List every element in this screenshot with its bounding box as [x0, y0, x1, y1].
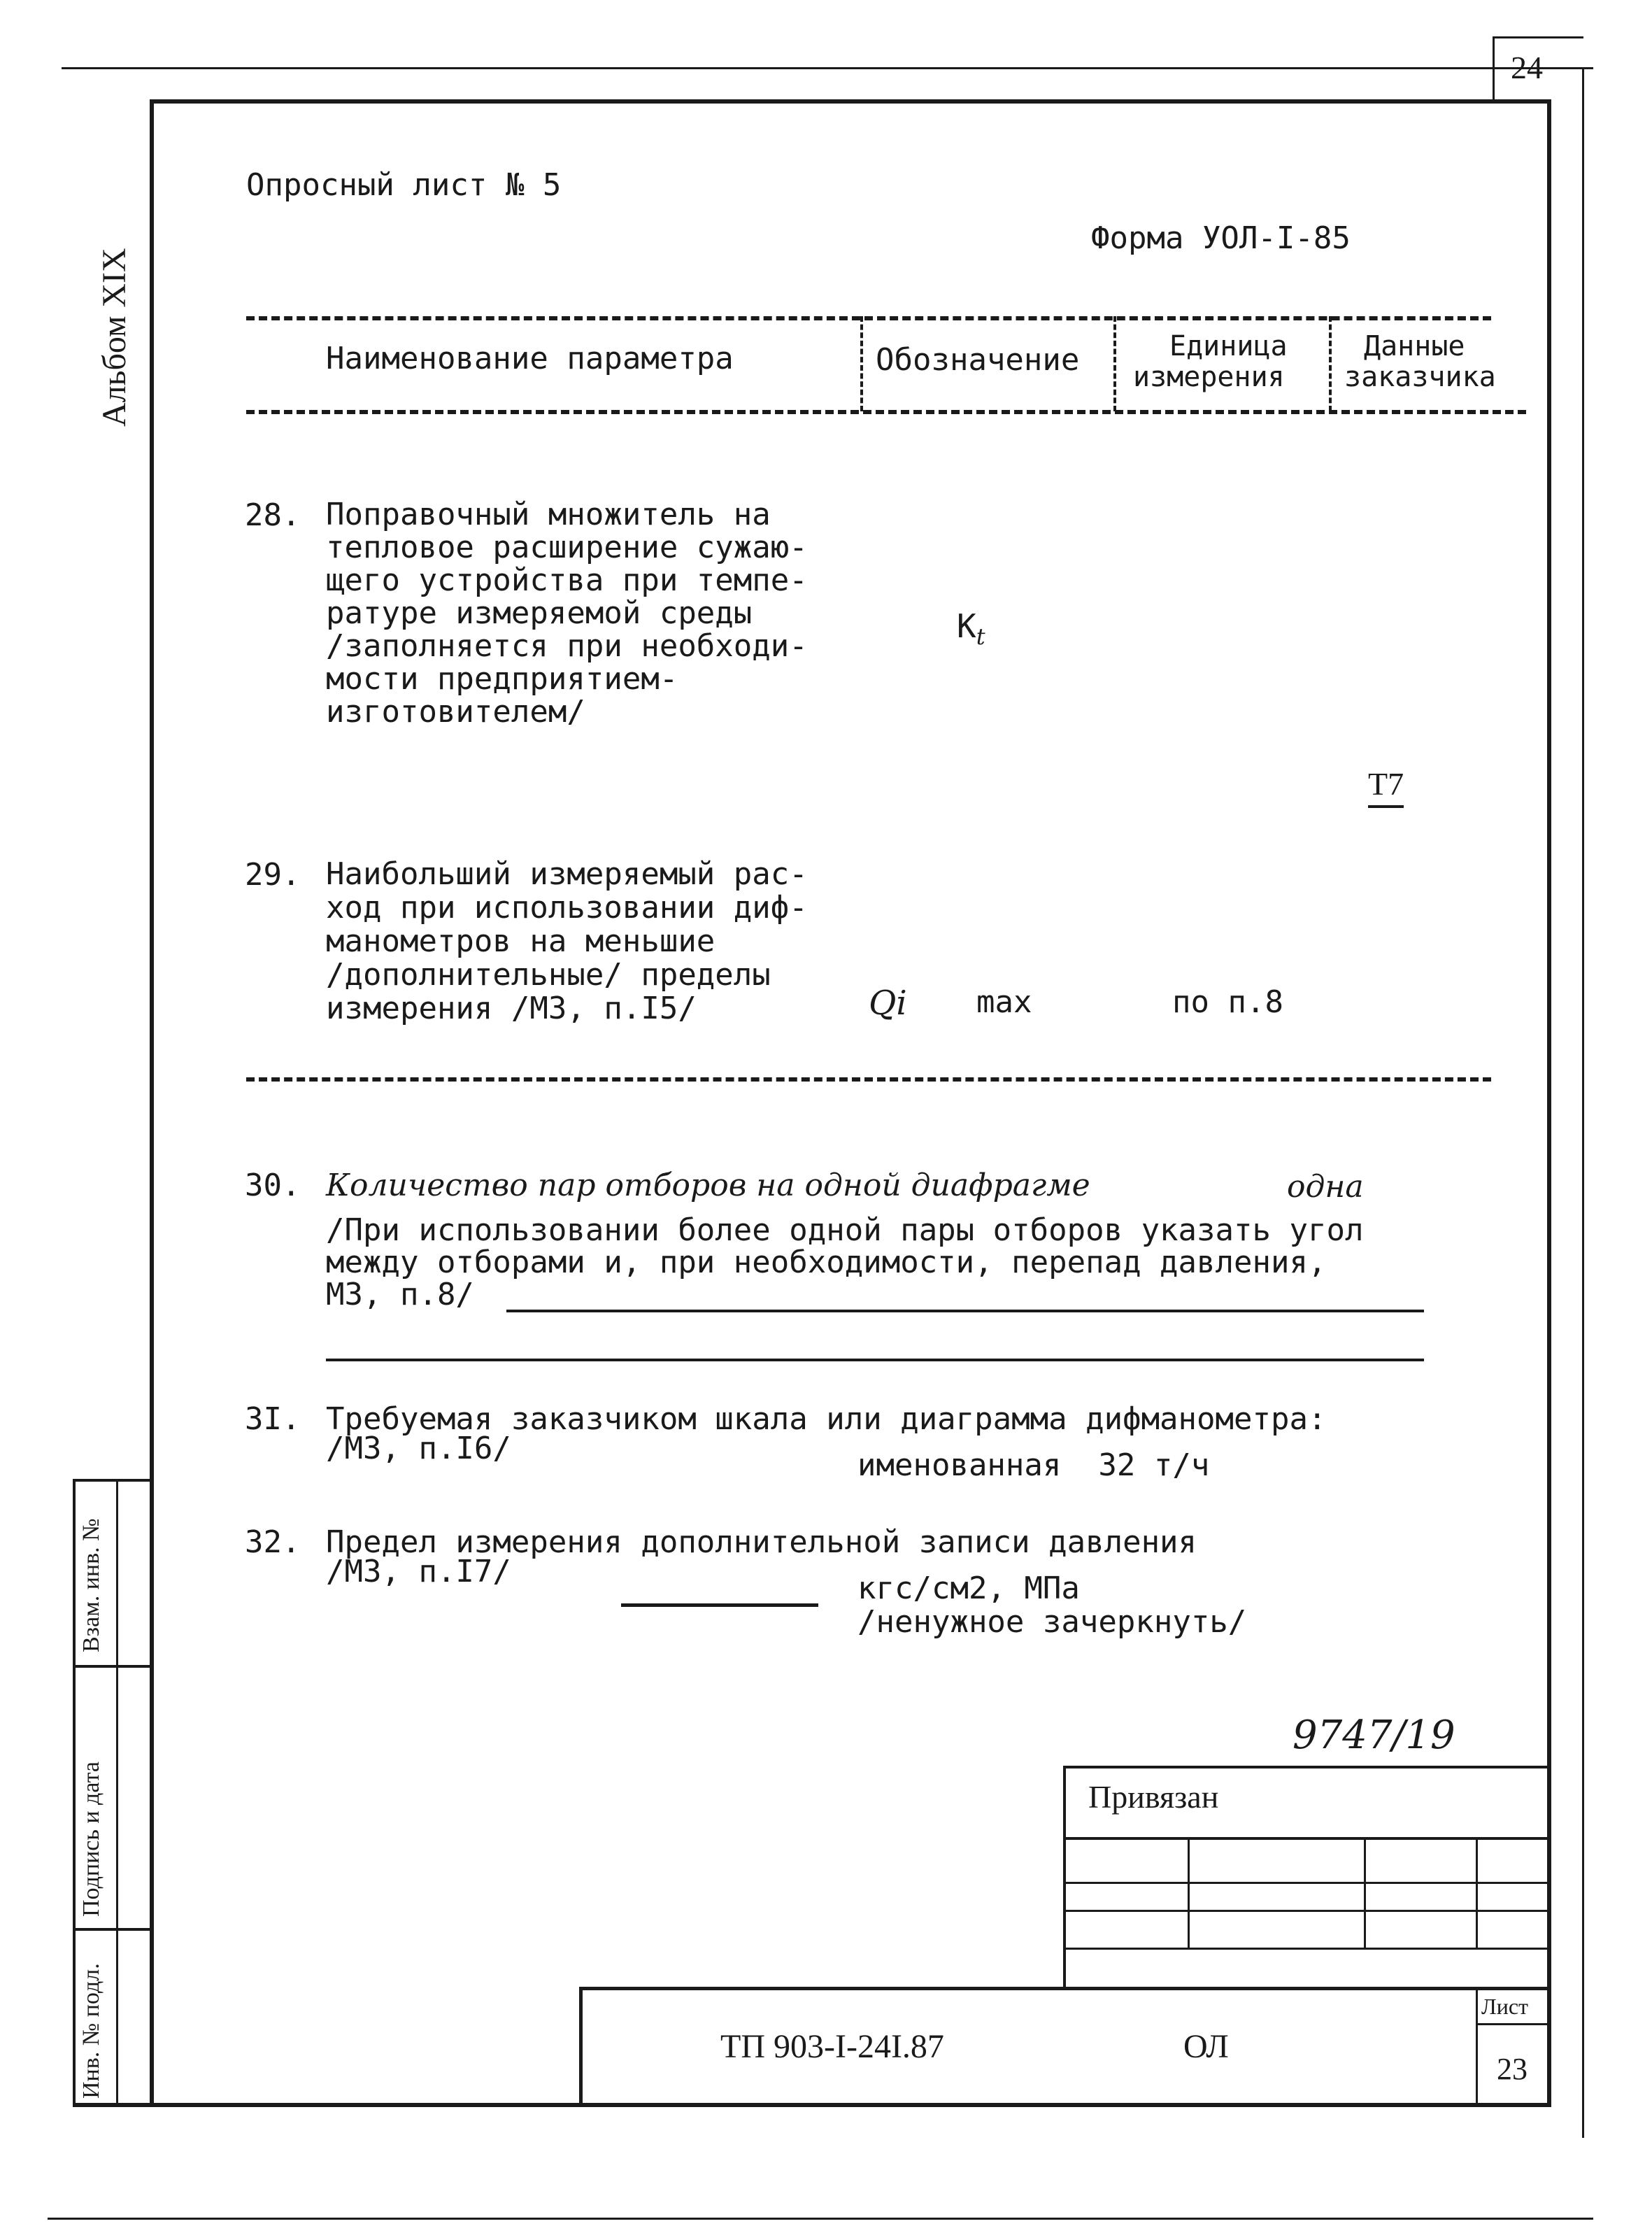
side-strip-top — [73, 1479, 152, 1482]
top-edge-line — [62, 67, 1593, 69]
section-dashed-line — [246, 1077, 1491, 1082]
side-strip-divider — [73, 1928, 152, 1931]
side-vzam: Взам. инв. № — [78, 1518, 104, 1652]
header-bottom-dashed-line — [246, 410, 1526, 414]
item-29-line: измерения /МЗ, п.I5/ — [326, 991, 697, 1026]
side-strip-inner — [116, 1479, 118, 2107]
item-29-line: ход при использовании диф- — [326, 890, 808, 926]
item-28-mark: T7 — [1368, 765, 1404, 808]
sheet-box-left — [1493, 36, 1495, 104]
item-32-line-2: /МЗ, п.I7/ — [326, 1554, 511, 1589]
stamp-col-line — [1476, 1837, 1478, 1949]
stamp-col-line — [1364, 1837, 1366, 1949]
item-31-line-1: Требуемая заказчиком шкала или диаграмма дифманометра: — [326, 1401, 1327, 1437]
stamp-row-line — [1063, 1948, 1551, 1950]
item-28-symbol — [957, 607, 985, 650]
frame-left-border — [150, 99, 154, 2107]
side-strip-outer — [73, 1479, 76, 2107]
item-28-symbol-sub: t — [976, 623, 985, 651]
item-32-note: /ненужное зачеркнуть/ — [857, 1604, 1247, 1640]
item-30-text — [326, 1214, 1363, 1311]
item-30-title: Количество пар отборов на одной диафрагме — [326, 1168, 1090, 1203]
handwritten-number: 9747/19 — [1293, 1713, 1455, 1758]
item-30-line: между отборами и, при необходимости, перепад давления, — [326, 1245, 1327, 1280]
item-32-units: кгс/см2, МПа — [857, 1571, 1080, 1606]
item-28-line: /заполняется при необходи- — [326, 628, 808, 664]
frame-bottom-border — [76, 2103, 1551, 2107]
doc-code: ТП 903-I-24I.87 — [720, 2028, 944, 2065]
item-31-number: 3I. — [245, 1401, 301, 1437]
sheet-cell-left — [1476, 1987, 1478, 2106]
item-28-symbol-main: K — [957, 607, 976, 645]
item-29-unit: max — [976, 984, 1032, 1020]
stamp-privyazan: Привязан — [1088, 1779, 1219, 1815]
item-28-line: Поправочный множитель на — [326, 497, 771, 532]
header-divider-1 — [860, 316, 863, 411]
item-28-line: ратуре измеряемой среды — [326, 595, 753, 631]
top-sheet-number: 24 — [1511, 50, 1543, 85]
stamp-top-border — [1063, 1766, 1551, 1768]
stamp-title-divider — [1063, 1837, 1551, 1840]
title-block-top — [579, 1987, 1551, 1990]
item-28-line: щего устройства при темпе- — [326, 562, 808, 598]
item-32-answer-line — [621, 1603, 818, 1607]
col-header-data-2: заказчика — [1344, 361, 1496, 393]
header-divider-2 — [1113, 316, 1116, 411]
col-header-name: Наименование параметра — [326, 341, 734, 376]
item-29-number: 29. — [245, 857, 301, 893]
col-header-symbol: Обозначение — [876, 342, 1080, 378]
col-header-unit-2: измерения — [1133, 361, 1285, 393]
item-30-value: одна — [1287, 1169, 1364, 1205]
item-28-line: тепловое расширение сужаю- — [326, 530, 808, 565]
item-29-text — [326, 858, 808, 1026]
item-32-number: 32. — [245, 1524, 301, 1560]
stamp-row-line — [1063, 1910, 1551, 1912]
item-29-data: по п.8 — [1172, 984, 1283, 1020]
sheet-cell-divider — [1476, 2023, 1551, 2025]
item-29-line: Наибольший измеряемый рас- — [326, 856, 808, 892]
sheet-box-top — [1493, 36, 1583, 38]
item-30-answer-line-2 — [326, 1359, 1424, 1361]
frame-top-border — [152, 99, 1551, 104]
doc-type: ОЛ — [1183, 2028, 1229, 2065]
item-28-text — [326, 498, 808, 728]
item-28-number: 28. — [245, 497, 301, 533]
sheet-label: Лист — [1481, 1994, 1529, 2019]
side-strip-divider — [73, 1665, 152, 1668]
col-header-data-1: Данные — [1364, 330, 1465, 362]
frame-right-border — [1547, 99, 1551, 2107]
stamp-left-border — [1063, 1766, 1066, 1990]
bottom-edge-line — [48, 2218, 1593, 2220]
item-30-line: /При использовании более одной пары отборов указать угол — [326, 1212, 1364, 1248]
item-30-line: МЗ, п.8/ — [326, 1277, 474, 1312]
item-30-number: 30. — [245, 1168, 301, 1203]
item-29-line: манометров на меньшие — [326, 923, 715, 959]
item-29-line: /дополнительные/ пределы — [326, 957, 771, 993]
item-28-line: мости предприятием- — [326, 661, 678, 697]
stamp-col-line — [1188, 1837, 1190, 1949]
item-32-line-1: Предел измерения дополнительной записи давления — [326, 1524, 1197, 1560]
item-31-line-2: /МЗ, п.I6/ — [326, 1431, 511, 1466]
item-31-answer: именованная 32 т/ч — [857, 1447, 1210, 1483]
questionnaire-title: Опросный лист № 5 — [246, 167, 562, 203]
side-podpis: Подпись и дата — [78, 1761, 104, 1917]
stamp-row-line — [1063, 1882, 1551, 1884]
item-30-answer-line-1 — [506, 1310, 1424, 1312]
header-divider-3 — [1329, 316, 1332, 411]
outer-right-line — [1582, 67, 1584, 2138]
album-label: Альбом XIX — [96, 248, 133, 427]
form-code: Форма УОЛ-I-85 — [1091, 220, 1351, 256]
title-block-left — [579, 1987, 583, 2106]
side-inv-podl: Инв. № подл. — [78, 1963, 104, 2099]
item-29-symbol: Qi — [869, 984, 907, 1023]
sheet-number: 23 — [1497, 2052, 1528, 2086]
col-header-unit-1: Единица — [1169, 330, 1288, 362]
item-28-line: изготовителем/ — [326, 694, 585, 730]
header-top-dashed-line — [246, 316, 1491, 320]
